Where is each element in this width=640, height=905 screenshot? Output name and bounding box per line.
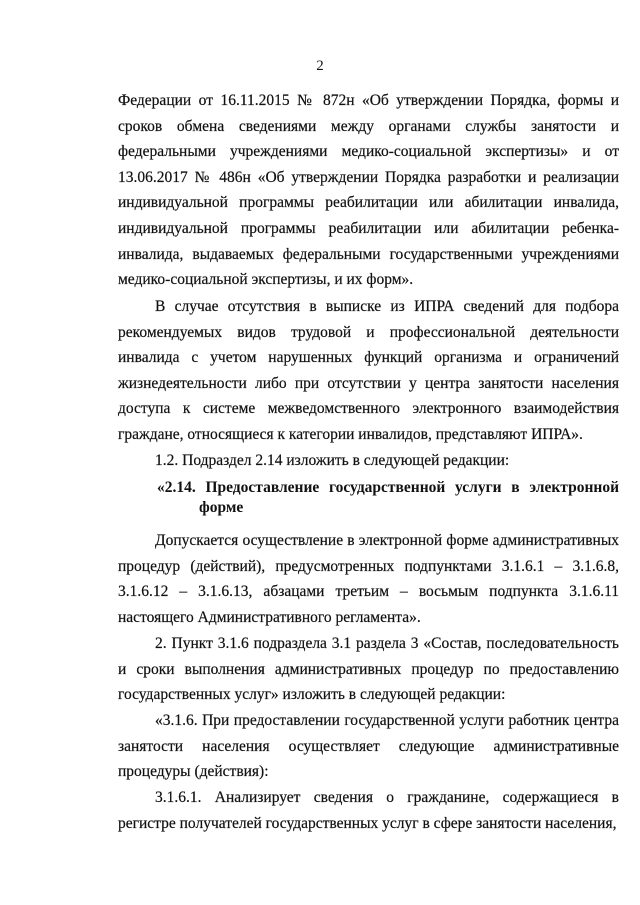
- paragraph-3-1-6-1: 3.1.6.1. Анализирует сведения о гражданине, содержащиеся в регистре получателей государственных услуг в сфере занятости населения,: [118, 789, 619, 832]
- heading-number: «2.14.: [157, 479, 196, 496]
- heading-line2: форме: [199, 499, 244, 516]
- heading-word: услуги: [455, 479, 502, 496]
- section-heading-2-14: [157, 478, 619, 518]
- heading-word: в: [511, 479, 520, 496]
- heading-word: Предоставление: [205, 479, 320, 496]
- page-number: 2: [316, 58, 324, 74]
- heading-word: государственной: [328, 479, 446, 496]
- paragraph-clause-3-1-6: 2. Пункт 3.1.6 подраздела 3.1 раздела 3 «Состав, последовательность и сроки выполнения административных процедур по предоставлению государственных услуг» изложить в следующей редакции:: [118, 635, 619, 704]
- paragraph-federation-orders: Федерации от 16.11.2015 № 872н «Об утверждении Порядка, формы и сроков обмена сведениями между органами службы занятости и федеральными учреждениями медико-социальной экспертизы» и от 13.06.2017 № 486н «Об утверждении Порядка разработки и реализации индивидуальной программы реабилитации или абилитации инвалида, индивидуальной программы реабилитации или абилитации ребенка-инвалида, выдаваемых федеральными государственными учреждениями медико-социальной экспертизы, и их форм».: [118, 92, 619, 289]
- paragraph-electronic-form: Допускается осуществление в электронной форме административных процедур (действий), предусмотренных подпунктами 3.1.6.1 – 3.1.6.8, 3.1.6.12 – 3.1.6.13, абзацами третьим – восьмым подпункта 3.1.6.11 настоящего Административного регламента».: [118, 532, 619, 626]
- paragraph-3-1-6: «3.1.6. При предоставлении государственной услуги работник центра занятости населения осуществляет следующие административные процедуры (действия):: [118, 712, 619, 781]
- paragraph-subsection-2-14-intro: 1.2. Подраздел 2.14 изложить в следующей редакции:: [155, 452, 510, 469]
- paragraph-ipra-absence: В случае отсутствия в выписке из ИПРА сведений для подбора рекомендуемых видов трудовой и профессиональной деятельности инвалида с учетом нарушенных функций организма и ограничений жизнедеятельности либо при отсутствии у центра занятости населения доступа к системе межведомственного электронного взаимодействия граждане, относящиеся к категории инвалидов, представляют ИПРА».: [118, 298, 619, 443]
- heading-word: электронной: [529, 479, 619, 496]
